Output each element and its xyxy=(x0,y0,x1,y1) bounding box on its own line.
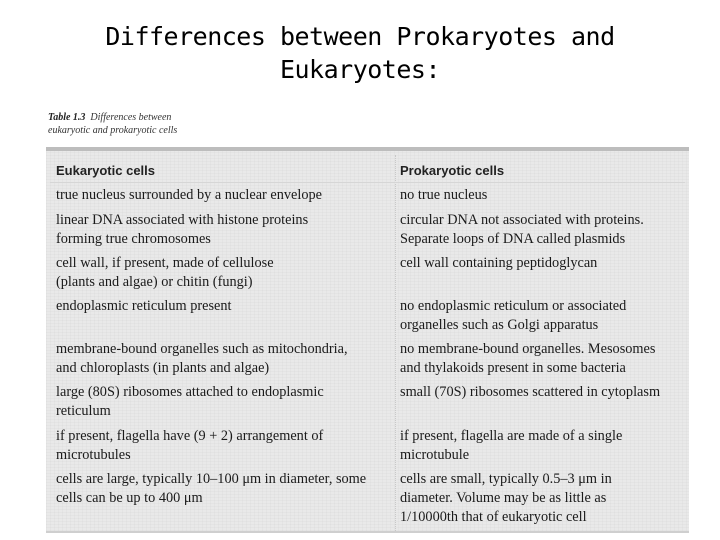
table-row xyxy=(400,427,622,465)
eukaryotic-cell-text: cells are large, typically 10–100 μm in diameter, some xyxy=(56,471,367,487)
prokaryotic-cell-text: circular DNA not associated with proteins. xyxy=(400,212,644,228)
eukaryotic-cell-text: forming true chromosomes xyxy=(56,231,211,247)
table-row xyxy=(56,427,323,465)
prokaryotic-cell-text: 1/10000th that of eukaryotic cell xyxy=(400,509,587,525)
slide-title xyxy=(0,20,720,86)
slide-title-line-1: Differences between Prokaryotes and xyxy=(105,22,615,51)
table-row xyxy=(400,254,597,273)
header-eukaryotic: Eukaryotic cells xyxy=(56,163,155,178)
prokaryotic-cell-text: organelles such as Golgi apparatus xyxy=(400,317,599,333)
table-row xyxy=(56,211,308,249)
table-caption-text-line-1: Differences between xyxy=(90,112,172,123)
table-row xyxy=(400,383,660,402)
prokaryotic-cell-text: no membrane-bound organelles. Mesosomes xyxy=(400,341,656,357)
table-row xyxy=(56,470,366,508)
eukaryotic-cell-text: true nucleus surrounded by a nuclear envelope xyxy=(56,187,322,203)
header-rule xyxy=(50,182,685,183)
table-row xyxy=(56,340,348,378)
prokaryotic-cell-text: no true nucleus xyxy=(400,187,488,203)
table-row xyxy=(56,297,231,316)
column-divider xyxy=(395,155,396,531)
slide-title-line-2: Eukaryotes: xyxy=(279,55,441,84)
eukaryotic-cell-text: cells can be up to 400 μm xyxy=(56,490,203,506)
table-row xyxy=(400,186,487,205)
prokaryotic-cell-text: no endoplasmic reticulum or associated xyxy=(400,298,627,314)
eukaryotic-cell-text: endoplasmic reticulum present xyxy=(56,298,232,314)
table-row xyxy=(400,470,612,527)
prokaryotic-cell-text: microtubule xyxy=(400,447,470,463)
prokaryotic-cell-text: cells are small, typically 0.5–3 μm in xyxy=(400,471,612,487)
header-prokaryotic: Prokaryotic cells xyxy=(400,163,505,178)
eukaryotic-cell-text: membrane-bound organelles such as mitochondria, xyxy=(56,341,348,357)
eukaryotic-cell-text: linear DNA associated with histone proteins xyxy=(56,212,309,228)
table-row xyxy=(400,211,644,249)
table-caption-text-line-2: eukaryotic and prokaryotic cells xyxy=(48,125,178,136)
table-row xyxy=(56,383,324,421)
eukaryotic-cell-text: if present, flagella have (9 + 2) arrangement of xyxy=(56,428,324,444)
eukaryotic-cell-text: and chloroplasts (in plants and algae) xyxy=(56,360,270,376)
table-caption-label: Table 1.3 xyxy=(48,112,86,123)
eukaryotic-cell-text: microtubules xyxy=(56,447,131,463)
prokaryotic-cell-text: Separate loops of DNA called plasmids xyxy=(400,231,626,247)
table-row xyxy=(400,297,626,335)
table-row xyxy=(400,340,655,378)
eukaryotic-cell-text: reticulum xyxy=(56,403,111,419)
comparison-table xyxy=(46,147,689,533)
eukaryotic-cell-text: cell wall, if present, made of cellulose xyxy=(56,255,274,271)
prokaryotic-cell-text: diameter. Volume may be as little as xyxy=(400,490,607,506)
prokaryotic-cell-text: if present, flagella are made of a single xyxy=(400,428,623,444)
eukaryotic-cell-text: large (80S) ribosomes attached to endoplasmic xyxy=(56,384,324,400)
prokaryotic-cell-text: cell wall containing peptidoglycan xyxy=(400,255,598,271)
table-row xyxy=(56,186,322,205)
prokaryotic-cell-text: small (70S) ribosomes scattered in cytoplasm xyxy=(400,384,661,400)
table-row xyxy=(56,254,274,292)
prokaryotic-cell-text: and thylakoids present in some bacteria xyxy=(400,360,626,376)
eukaryotic-cell-text: (plants and algae) or chitin (fungi) xyxy=(56,274,253,290)
table-caption xyxy=(48,111,177,137)
